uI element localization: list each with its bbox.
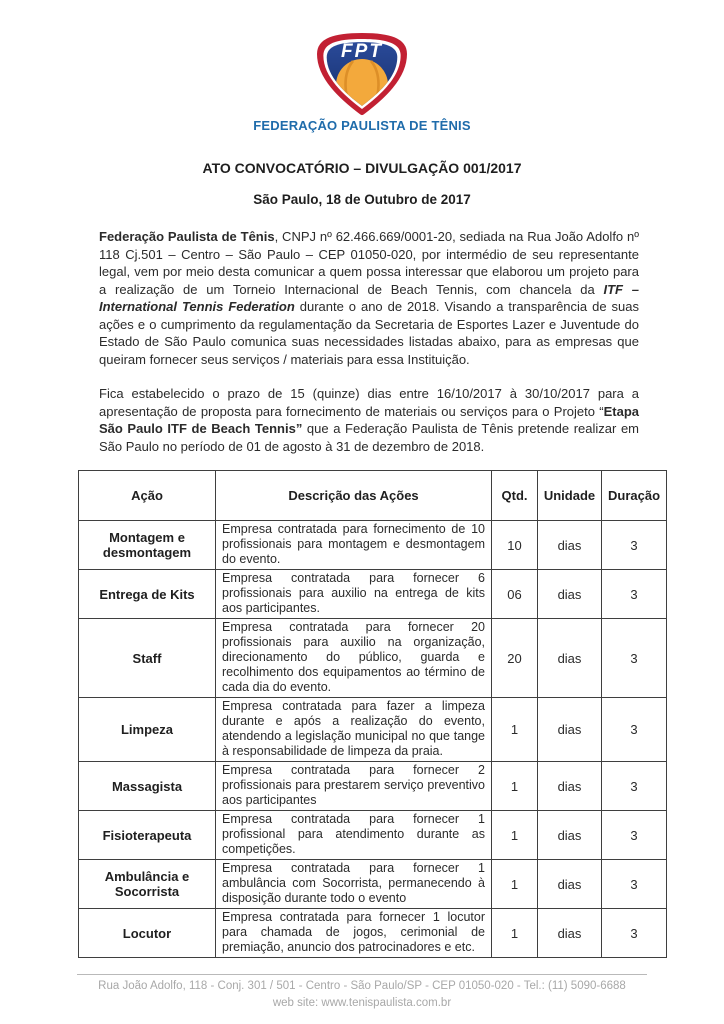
cell-duracao: 3: [602, 619, 667, 698]
col-header-unidade: Unidade: [538, 471, 602, 521]
cell-descricao: Empresa contratada para fornecer 1 locutor para chamada de jogos, cerimonial de premiação, anuncio dos patrocinadores e etc.: [216, 909, 492, 958]
deadline-paragraph: Fica estabelecido o prazo de 15 (quinze) dias entre 16/10/2017 à 30/10/2017 para a apresentação de proposta para fornecimento de materiais ou serviços para o Projeto “Etapa São Paulo ITF de Beach Tennis” que a Federação Paulista de Tênis pretende realizar em São Paulo no período de 01 de agosto à 31 de dezembro de 2018.: [99, 386, 640, 454]
cell-qtd: 1: [492, 860, 538, 909]
cell-acao: Fisioterapeuta: [79, 811, 216, 860]
cell-descricao: Empresa contratada para fornecer 1 profissional para atendimento durante as competições.: [216, 811, 492, 860]
footer-divider: [77, 974, 647, 975]
cell-acao: Staff: [79, 619, 216, 698]
cell-duracao: 3: [602, 698, 667, 762]
fpt-shield-logo: [309, 32, 415, 116]
cell-duracao: 3: [602, 909, 667, 958]
document-title: ATO CONVOCATÓRIO – DIVULGAÇÃO 001/2017: [202, 160, 522, 176]
cell-unidade: dias: [538, 811, 602, 860]
table-row: [79, 909, 667, 958]
cell-qtd: 1: [492, 698, 538, 762]
col-header-duracao: Duração: [602, 471, 667, 521]
cell-qtd: 1: [492, 762, 538, 811]
table-row: [79, 762, 667, 811]
cell-acao: Montagem e desmontagem: [79, 521, 216, 570]
table-header-row: [79, 471, 667, 521]
cell-qtd: 1: [492, 811, 538, 860]
intro-paragraph: Federação Paulista de Tênis, CNPJ nº 62.466.669/0001-20, sediada na Rua João Adolfo nº 118 Cj.501 – Centro – São Paulo – CEP 01050-020, por intermédio de seu representante legal, vem por meio desta comunicar a quem possa interessar que elaborou um projeto para a realização de um Torneio Internacional de Beach Tennis, com chancela da ITF – International Tennis Federation durante o ano de 2018. Visando a transparência de suas ações e o cumprimento da regulamentação da Secretaria de Esportes Lazer e Juventude do Estado de São Paulo comunica suas necessidades listadas abaixo, para as empresas que queiram fornecer seus serviços / materiais para essa Instituição.: [99, 229, 639, 367]
table-row: [79, 811, 667, 860]
cell-acao: Entrega de Kits: [79, 570, 216, 619]
requirements-table: [78, 470, 667, 958]
table-row: [79, 570, 667, 619]
federation-logo: [0, 32, 724, 133]
body-text: [99, 228, 639, 455]
cell-duracao: 3: [602, 570, 667, 619]
cell-duracao: 3: [602, 811, 667, 860]
cell-qtd: 10: [492, 521, 538, 570]
col-header-acao: Ação: [79, 471, 216, 521]
col-header-descricao: Descrição das Ações: [216, 471, 492, 521]
cell-acao: Massagista: [79, 762, 216, 811]
cell-duracao: 3: [602, 762, 667, 811]
tennis-ball-icon: [336, 59, 388, 111]
cell-duracao: 3: [602, 860, 667, 909]
page-footer: [0, 974, 724, 1012]
footer-website: web site: www.tenispaulista.com.br: [272, 997, 452, 1009]
cell-descricao: Empresa contratada para fornecer 1 ambulância com Socorrista, permanecendo à disposição durante todo o evento: [216, 860, 492, 909]
cell-qtd: 1: [492, 909, 538, 958]
cell-duracao: 3: [602, 521, 667, 570]
document-date-line: São Paulo, 18 de Outubro de 2017: [253, 192, 471, 207]
cell-unidade: dias: [538, 619, 602, 698]
cell-descricao: Empresa contratada para fornecer 6 profissionais para auxilio na entrega de kits aos participantes.: [216, 570, 492, 619]
table-row: [79, 619, 667, 698]
table-row: [79, 860, 667, 909]
cell-unidade: dias: [538, 521, 602, 570]
logo-acronym: FPT: [341, 41, 383, 62]
org-name: FEDERAÇÃO PAULISTA DE TÊNIS: [253, 118, 471, 133]
cell-descricao: Empresa contratada para fazer a limpeza durante e após a realização do evento, atendendo a legislação municipal no que tange à responsabilidade de limpeza da praia.: [216, 698, 492, 762]
footer-address: Rua João Adolfo, 118 - Conj. 301 / 501 - Centro - São Paulo/SP - CEP 01050-020 - Tel.: (11) 5090-6688: [98, 980, 626, 992]
cell-unidade: dias: [538, 909, 602, 958]
cell-descricao: Empresa contratada para fornecer 2 profissionais para prestarem serviço preventivo aos participantes: [216, 762, 492, 811]
cell-descricao: Empresa contratada para fornecimento de 10 profissionais para montagem e desmontagem do evento.: [216, 521, 492, 570]
col-header-qtd: Qtd.: [492, 471, 538, 521]
cell-qtd: 06: [492, 570, 538, 619]
cell-acao: Locutor: [79, 909, 216, 958]
cell-unidade: dias: [538, 860, 602, 909]
cell-acao: Limpeza: [79, 698, 216, 762]
cell-unidade: dias: [538, 570, 602, 619]
cell-acao: Ambulância e Socorrista: [79, 860, 216, 909]
cell-unidade: dias: [538, 698, 602, 762]
table-body: [79, 521, 667, 958]
cell-unidade: dias: [538, 762, 602, 811]
table-row: [79, 521, 667, 570]
cell-qtd: 20: [492, 619, 538, 698]
cell-descricao: Empresa contratada para fornecer 20 profissionais para auxilio na organização, direcionamento do público, guarda e recolhimento dos equipamentos ao término de cada dia do evento.: [216, 619, 492, 698]
table-row: [79, 698, 667, 762]
